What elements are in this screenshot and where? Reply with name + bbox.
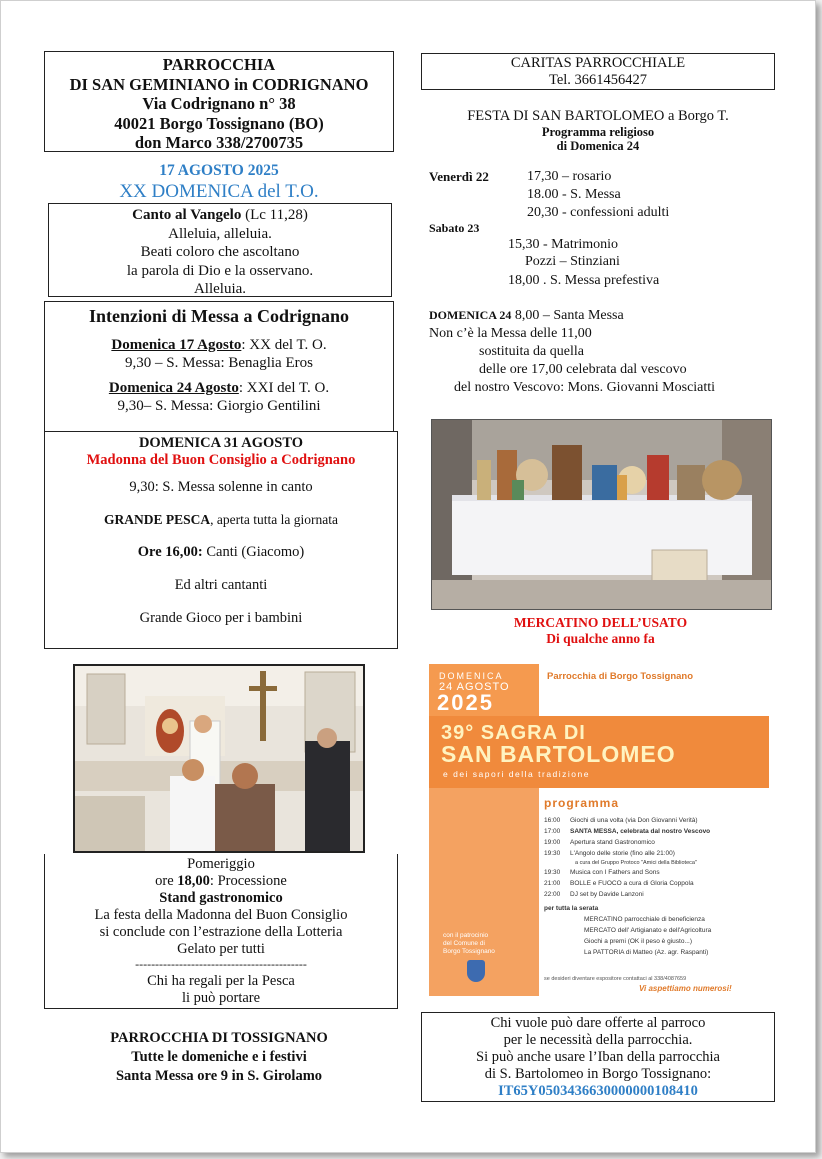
pom-line8: li può portare — [181, 990, 261, 1006]
poster-anno: 2025 — [437, 690, 494, 715]
offerte-line2: per le necessità della parrocchia. — [503, 1032, 693, 1048]
intenzioni-title: Intenzioni di Messa a Codrignano — [88, 306, 350, 326]
d31-subtitle: Madonna del Buon Consiglio a Codrignano — [86, 452, 356, 468]
poster-espositori: se desideri diventare espositore contattaci al 338/4087659 — [544, 976, 687, 982]
prog-sab1: 15,30 - Matrimonio — [508, 237, 619, 252]
vangelo-line: la parola di Dio e la osservano. — [126, 262, 314, 279]
festa-sub2: di Domenica 24 — [556, 139, 640, 153]
iban: IT65Y0503436630000000108410 — [498, 1083, 698, 1099]
poster-data: 24 AGOSTO — [439, 681, 510, 693]
poster-event-time: 17:00 — [544, 828, 561, 835]
prog-dom4: delle ore 17,00 celebrata dal vescovo — [479, 362, 687, 377]
prog-sab3: 18,00 . S. Messa prefestiva — [508, 273, 660, 288]
pom-line7: Chi ha regali per la Pesca — [147, 973, 295, 989]
pom-line2-rest: : Processione — [209, 873, 287, 889]
poster-events — [544, 815, 764, 958]
poster-serata-item: Giochi a premi (OK il peso è giusto...) — [584, 938, 693, 945]
festa-sub1: Programma religioso — [541, 125, 655, 139]
header-line5: don Marco 338/2700735 — [134, 133, 304, 152]
header-line2: DI SAN GEMINIANO in CODRIGNANO — [69, 74, 369, 94]
poster-event — [544, 867, 764, 878]
pom-separator: ------------------------------------------- — [135, 957, 307, 971]
festa-title: FESTA DI SAN BARTOLOMEO a Borgo T. — [467, 108, 729, 124]
d31-line4: Ed altri cantanti — [174, 577, 268, 593]
sunday-title: XX DOMENICA del T.O. — [119, 181, 319, 202]
gospel-acclamation — [48, 203, 392, 297]
poster-event-time: 21:00 — [544, 880, 561, 887]
d31-line5: Grande Gioco per i bambini — [139, 610, 303, 626]
pom-line3: Stand gastronomico — [159, 890, 283, 906]
poster-event — [544, 848, 764, 859]
intenzioni-d1-mass: 9,30 – S. Messa: Benaglia Eros — [125, 355, 313, 371]
pom-line4: La festa della Madonna del Buon Consiglio — [94, 907, 348, 923]
poster-event-time: 19:30 — [544, 850, 561, 857]
mercatino-line1: MERCATINO DELL’USATO — [513, 615, 688, 630]
prog-dom2: Non c’è la Messa delle 11,00 — [429, 326, 592, 341]
poster-event-time: 19:00 — [544, 839, 561, 846]
d31-line2-rest: , aperta tutta la giornata — [210, 512, 338, 527]
poster-vi-aspettiamo: Vi aspettiamo numerosi! — [639, 984, 732, 993]
pom-line1: Pomeriggio — [187, 856, 255, 872]
intenzioni-d2-rest: : XXI del T. O. — [238, 380, 330, 396]
vangelo-line: Beati coloro che ascoltano — [140, 244, 300, 260]
prog-dom5: del nostro Vescovo: Mons. Giovanni Mosciatti — [454, 380, 716, 395]
mercatino-caption — [431, 615, 770, 647]
offerte-line1: Chi vuole può dare offerte al parroco — [490, 1015, 706, 1031]
toss-line1: PARROCCHIA DI TOSSIGNANO — [110, 1030, 328, 1046]
poster-event-text: DJ set by Davide Lanzoni — [570, 891, 644, 898]
caritas-tel: Tel. 3661456427 — [548, 72, 648, 88]
prog-ven3: 20,30 - confessioni adulti — [527, 205, 670, 220]
intenzioni-d1-rest: : XX del T. O. — [241, 337, 327, 353]
church-photo-image — [75, 666, 363, 851]
pomeriggio-box — [44, 854, 398, 1009]
caritas-box — [421, 53, 775, 90]
date-day: 17 AGOSTO 2025 — [159, 162, 279, 179]
header-line1: PARROCCHIA — [162, 55, 276, 74]
d31-line3-bold: Ore 16,00: — [137, 544, 203, 560]
poster-titolo2: SAN BARTOLOMEO — [441, 741, 676, 767]
sagra-poster — [429, 664, 769, 996]
poster-titolo1: 39° SAGRA DI — [441, 722, 586, 744]
domenica-31-box — [44, 431, 398, 649]
poster-parrocchia: Parrocchia di Borgo Tossignano — [547, 671, 694, 682]
date-block — [44, 161, 394, 203]
poster-serata-item: MERCATINO parrocchiale di beneficienza — [584, 916, 705, 923]
offerte-line3: Si può anche usare l’Iban della parrocchia — [476, 1049, 720, 1065]
intenzioni-d2-label: Domenica 24 Agosto — [108, 380, 239, 396]
poster-event — [544, 837, 764, 848]
mass-intentions — [44, 301, 394, 432]
poster-patrocinio1: con il patrocinio — [443, 932, 489, 939]
pom-line6: Gelato per tutti — [177, 941, 265, 957]
prog-dom1: 8,00 – Santa Messa — [511, 308, 624, 323]
prog-ven2: 18.00 - S. Messa — [527, 187, 621, 202]
prog-dom3: sostituita da quella — [479, 344, 584, 359]
poster-event-text: a cura del Gruppo Protoco "Amici della Biblioteca" — [575, 860, 697, 866]
poster-event-text: SANTA MESSA, celebrata dal nostro Vescovo — [570, 828, 711, 835]
pom-line2-bold: 18,00 — [177, 873, 210, 889]
poster-event-time: 19:30 — [544, 869, 561, 876]
offerte-box — [421, 1012, 775, 1102]
header-line3: Via Codrignano n° 38 — [142, 94, 296, 113]
poster-event — [544, 826, 764, 837]
mercatino-line2: Di qualche anno fa — [546, 631, 655, 646]
festa-title-block — [421, 107, 775, 153]
intenzioni-d1-label: Domenica 17 Agosto — [111, 337, 242, 353]
comune-crest-icon — [467, 960, 485, 982]
poster-domenica: DOMENICA — [439, 671, 504, 681]
offerte-line4: di S. Bartolomeo in Borgo Tossignano: — [484, 1066, 712, 1082]
toss-line3: Santa Messa ore 9 in S. Girolamo — [115, 1068, 323, 1084]
vangelo-title: Canto al Vangelo — [132, 207, 242, 223]
d31-line2-bold: GRANDE PESCA — [104, 512, 211, 527]
prog-sab-label: Sabato 23 — [429, 221, 480, 235]
d31-line3-rest: Canti (Giacomo) — [202, 544, 305, 560]
poster-event-text: Musica con I Fathers and Sons — [570, 869, 660, 876]
poster-serata-item: La PATTORIA di Matteo (Az. agr. Raspanti) — [584, 949, 709, 956]
poster-patrocinio2: del Comune di — [443, 940, 485, 947]
church-photo — [73, 664, 365, 853]
prog-sab2: Pozzi – Stinziani — [525, 254, 620, 269]
pom-line2-pre: ore — [155, 873, 178, 889]
mercatino-photo — [431, 419, 772, 610]
poster-event — [544, 859, 764, 867]
tossignano-block — [44, 1029, 394, 1086]
poster-event — [544, 878, 764, 889]
caritas-title: CARITAS PARROCCHIALE — [510, 55, 686, 71]
poster-serata-label: per tutta la serata — [544, 905, 599, 912]
poster-serata-item: MERCATO dell' Artigianato e dell'Agricoltura — [584, 927, 712, 934]
vangelo-line: Alleluia. — [193, 281, 247, 297]
d31-line1: 9,30: S. Messa solenne in canto — [129, 479, 313, 495]
vangelo-ref: (Lc 11,28) — [241, 207, 308, 223]
poster-event-text: Apertura stand Gastronomico — [570, 839, 655, 846]
poster-event-time: 16:00 — [544, 817, 561, 824]
intenzioni-d2-mass: 9,30– S. Messa: Giorgio Gentilini — [117, 398, 321, 414]
header-line4: 40021 Borgo Tossignano (BO) — [114, 113, 324, 133]
prog-dom-label: DOMENICA 24 — [429, 308, 512, 322]
poster-event-time: 22:00 — [544, 891, 561, 898]
poster-sottotitolo: e dei sapori della tradizione — [443, 769, 590, 779]
d31-title: DOMENICA 31 AGOSTO — [138, 435, 304, 451]
poster-event-text: Giochi di una volta (via Don Giovanni Verità) — [570, 817, 698, 824]
poster-event — [544, 815, 764, 826]
prog-ven-label: Venerdì 22 — [429, 169, 489, 184]
poster-event-text: L'Angolo delle storie (fino alle 21:00) — [570, 850, 675, 857]
poster-patrocinio3: Borgo Tossignano — [443, 948, 495, 955]
toss-line2: Tutte le domeniche e i festivi — [131, 1049, 307, 1065]
pom-line5: si conclude con l’estrazione della Lotteria — [99, 924, 343, 940]
mercatino-photo-image — [432, 420, 771, 609]
prog-ven1: 17,30 – rosario — [527, 169, 612, 184]
vangelo-line: Alleluia, alleluia. — [168, 225, 272, 242]
poster-event — [544, 889, 764, 900]
poster-event-text: BOLLE e FUOCO a cura di Gloria Coppola — [570, 880, 694, 887]
parish-header — [44, 51, 394, 152]
poster-programma-label: programma — [544, 796, 620, 810]
